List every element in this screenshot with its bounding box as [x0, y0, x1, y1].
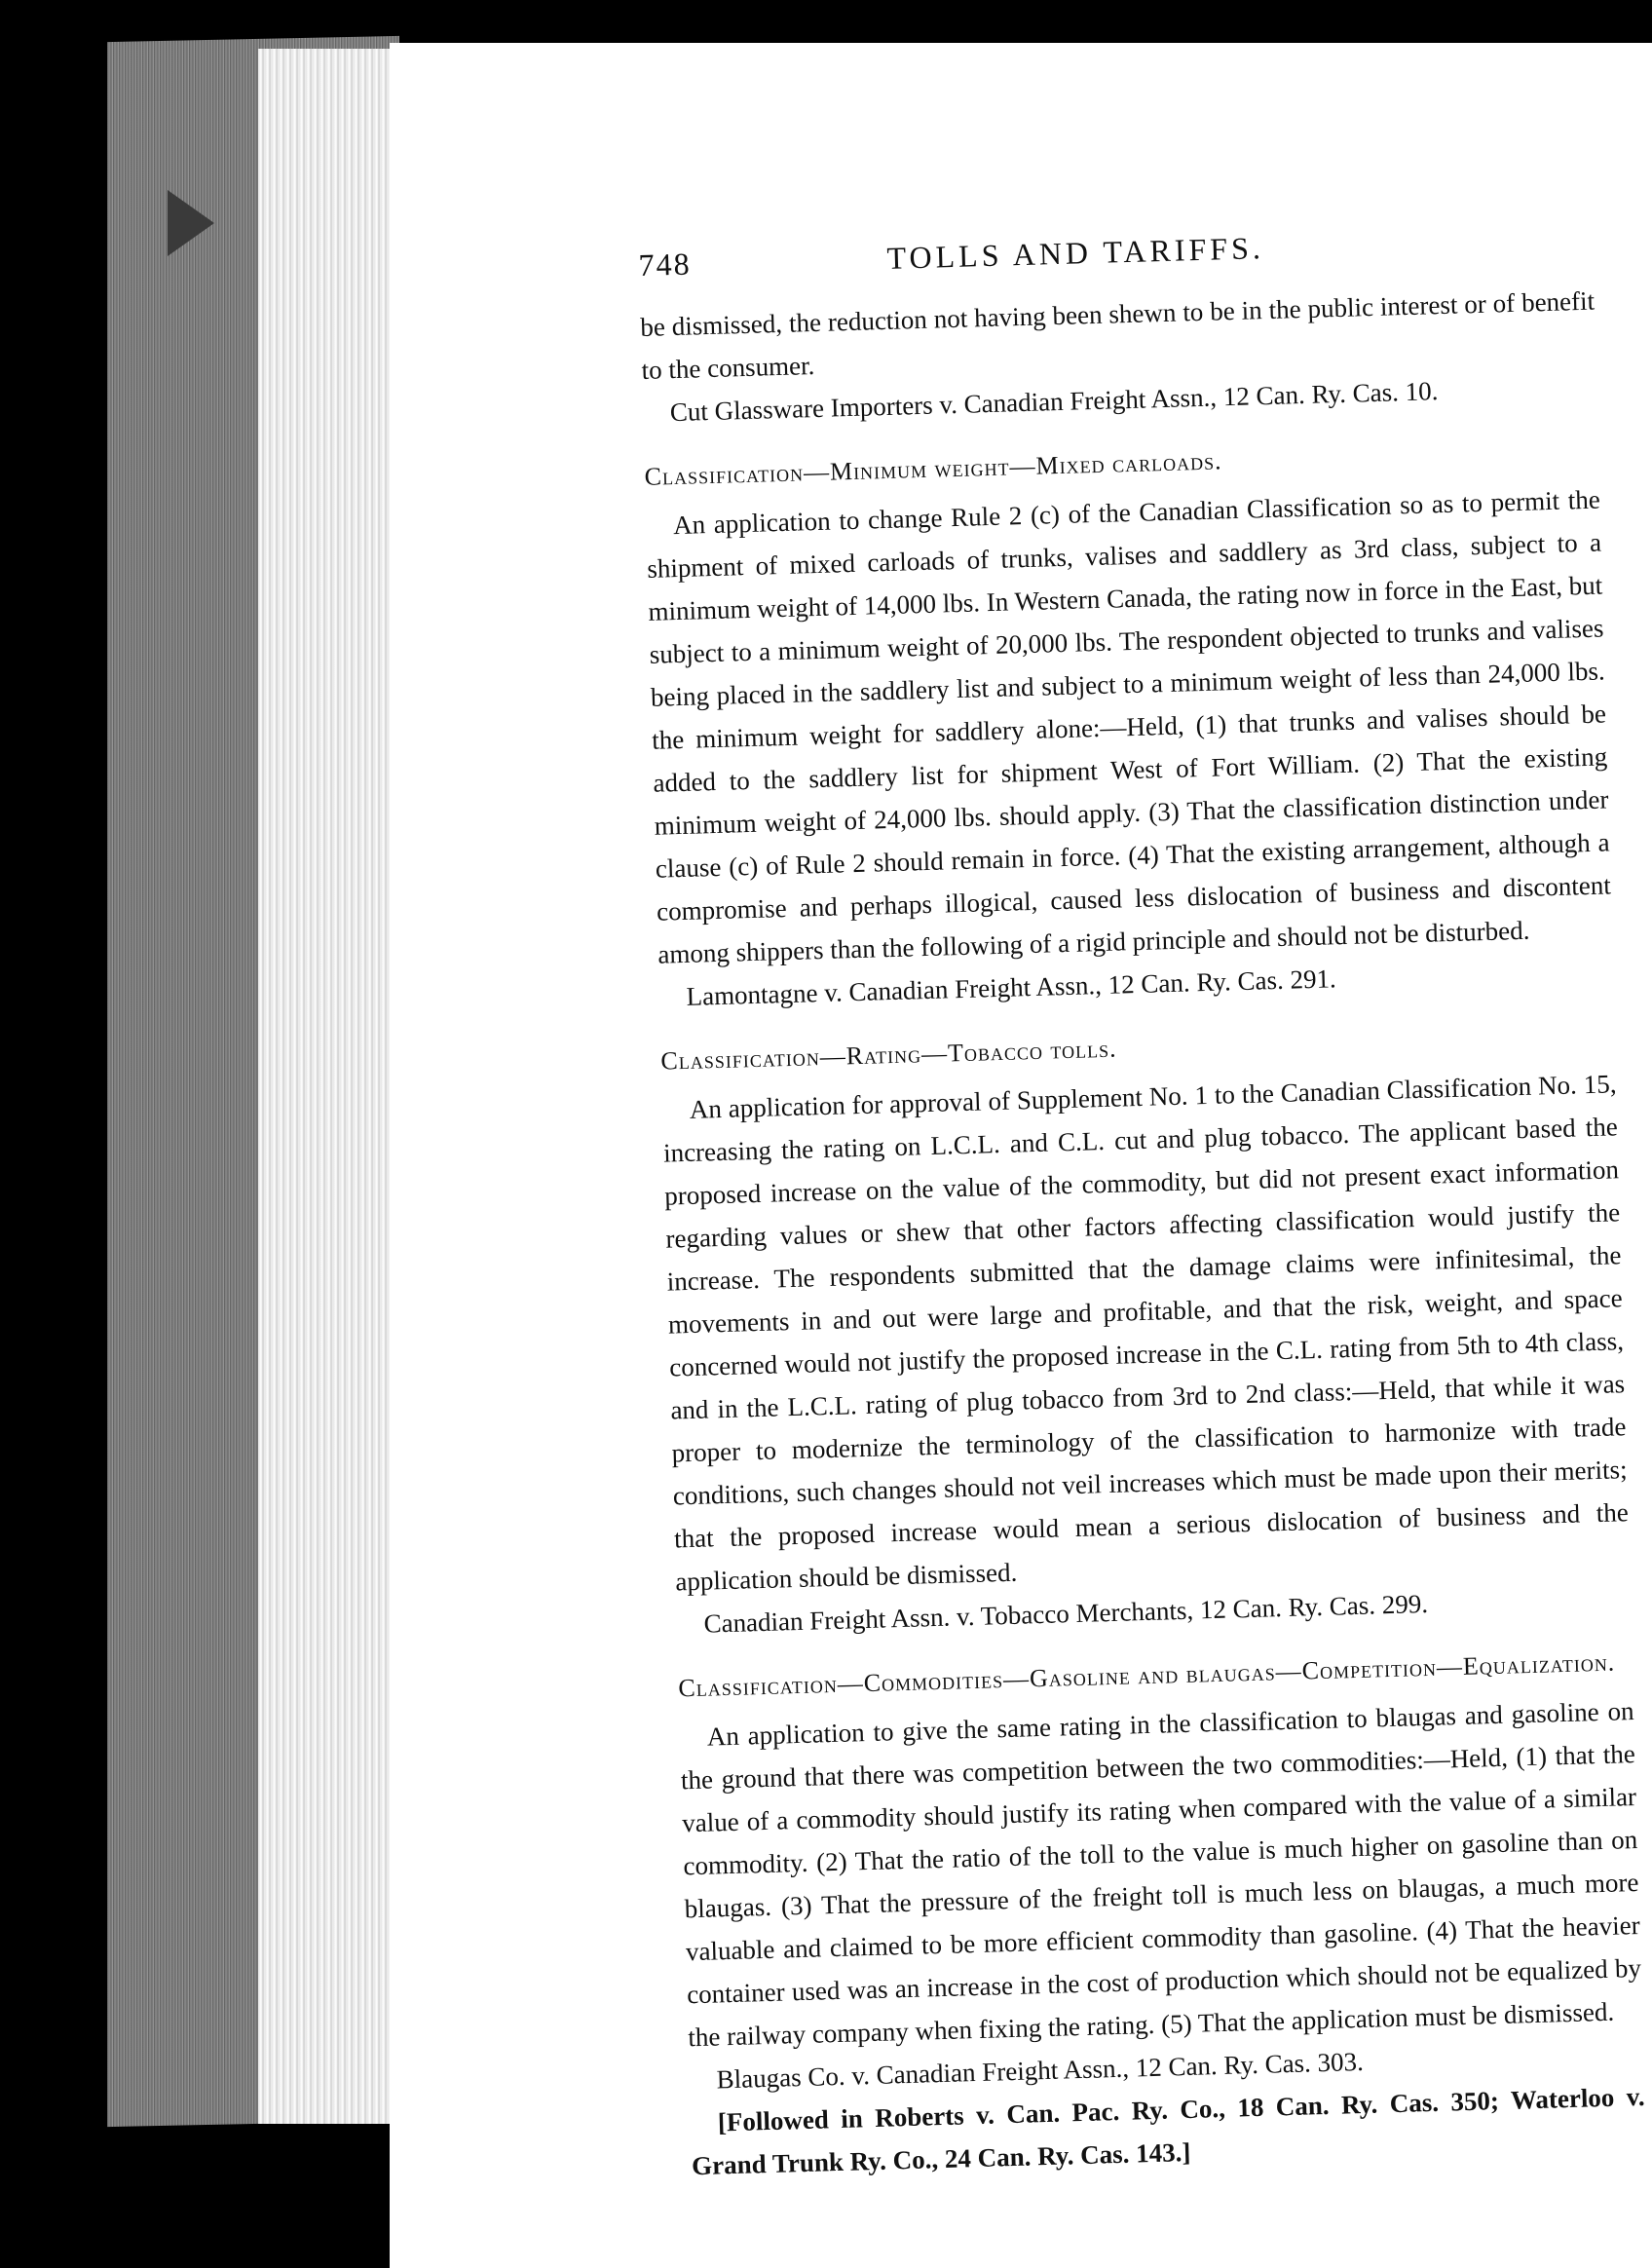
section-citation: Canadian Freight Assn. v. Tobacco Merchants, 12 Can. Ry. Cas. 299. [703, 1588, 1429, 1639]
section-tobacco-tolls [660, 1013, 1632, 1645]
page-number: 748 [638, 246, 693, 283]
stacked-page-edges [258, 49, 404, 2124]
page-content [638, 217, 1646, 2188]
section-body: An application to give the same rating in the classification to blaugas and gasoline on the ground that there was competition between the two commodities:—Held, (1) that the value of a commodity should justify its rating when compared with the value of a similar commodity. (2) That the ratio of the toll to the value is much higher on gasoline than on blaugas. (3) That the pressure of the freight toll is much less on blaugas, a much more valuable and claimed to be more efficient commodity than gasoline. (4) That the heavier container used was an increase in the cost of production which should not be equalized by the railway company when fixing the rating. (5) That the application must be dismissed. [680, 1696, 1642, 2053]
running-title: TOLLS AND TARIFFS. [886, 230, 1265, 276]
section-heading: Classification—Commodities—Gasoline and blaugas—Competition—Equalization. [678, 1647, 1616, 1703]
bookmark-tab-icon [168, 190, 214, 256]
section-body: An application for approval of Supplement No. 1 to the Canadian Classification No. 15, increasing the rating on L.C.L. and C.L. cut and plug tobacco. The applicant based the proposed increase on the value of the commodity, but did not present exact information regarding values or shew that other factors affecting classification would justify the increase. The respondents submitted that the damage claims were infinitesimal, the movements in and out were large and profitable, and that the risk, weight, and space concerned would not justify the proposed increase in the C.L. rating from 5th to 4th class, and in the L.C.L. rating of plug tobacco from 3rd to 2nd class:—Held, that while it was proper to modernize the terminology of the classification to harmonize with trade conditions, such changes should not veil increases which must be made upon their merits; that the proposed increase would mean a serious dislocation of business and the application should be dismissed. [662, 1069, 1630, 1597]
section-citation: Blaugas Co. v. Canadian Freight Assn., 12 Can. Ry. Cas. 303. [716, 2046, 1365, 2095]
section-minimum-weight [644, 430, 1614, 1019]
continued-paragraph: be dismissed, the reduction not having been shewn to be in the public interest or of benefit to the consumer. [639, 285, 1596, 385]
followed-note: [Followed in Roberts v. Can. Pac. Ry. Co., 18 Can. Ry. Cas. 350; Waterloo v. Grand Trunk Ry. Co., 24 Can. Ry. Cas. 143.] [691, 2081, 1645, 2181]
section-gasoline-blaugas [678, 1641, 1647, 2187]
section-heading: Classification—Minimum weight—Mixed carloads. [644, 446, 1222, 491]
section-heading: Classification—Rating—Tobacco tolls. [660, 1034, 1117, 1076]
continued-citation: Cut Glassware Importers v. Canadian Freight Assn., 12 Can. Ry. Cas. 10. [669, 376, 1439, 428]
section-citation: Lamontagne v. Canadian Freight Assn., 12 Can. Ry. Cas. 291. [686, 964, 1337, 1011]
section-body: An application to change Rule 2 (c) of the Canadian Classification so as to permit the shipment of mixed carloads of trunks, valises and saddlery as 3rd class, subject to a minimum weight of 14,000 lbs. In Western Canada, the rating now in force in the East, but subject to a minimum weight of 20,000 lbs. The respondent objected to trunks and valises being placed in the saddlery list and subject to a minimum weight of less than 24,000 lbs. the minimum weight for saddlery alone:—Held, (1) that trunks and valises should be added to the saddlery list for shipment West of Fort William. (2) That the existing minimum weight of 24,000 lbs. should apply. (3) That the classification distinction under clause (c) of Rule 2 should remain in force. (4) That the existing arrangement, although a compromise and perhaps illogical, caused less dislocation of business and discontent among shippers than the following of a rigid principle and should not be disturbed. [646, 484, 1612, 969]
